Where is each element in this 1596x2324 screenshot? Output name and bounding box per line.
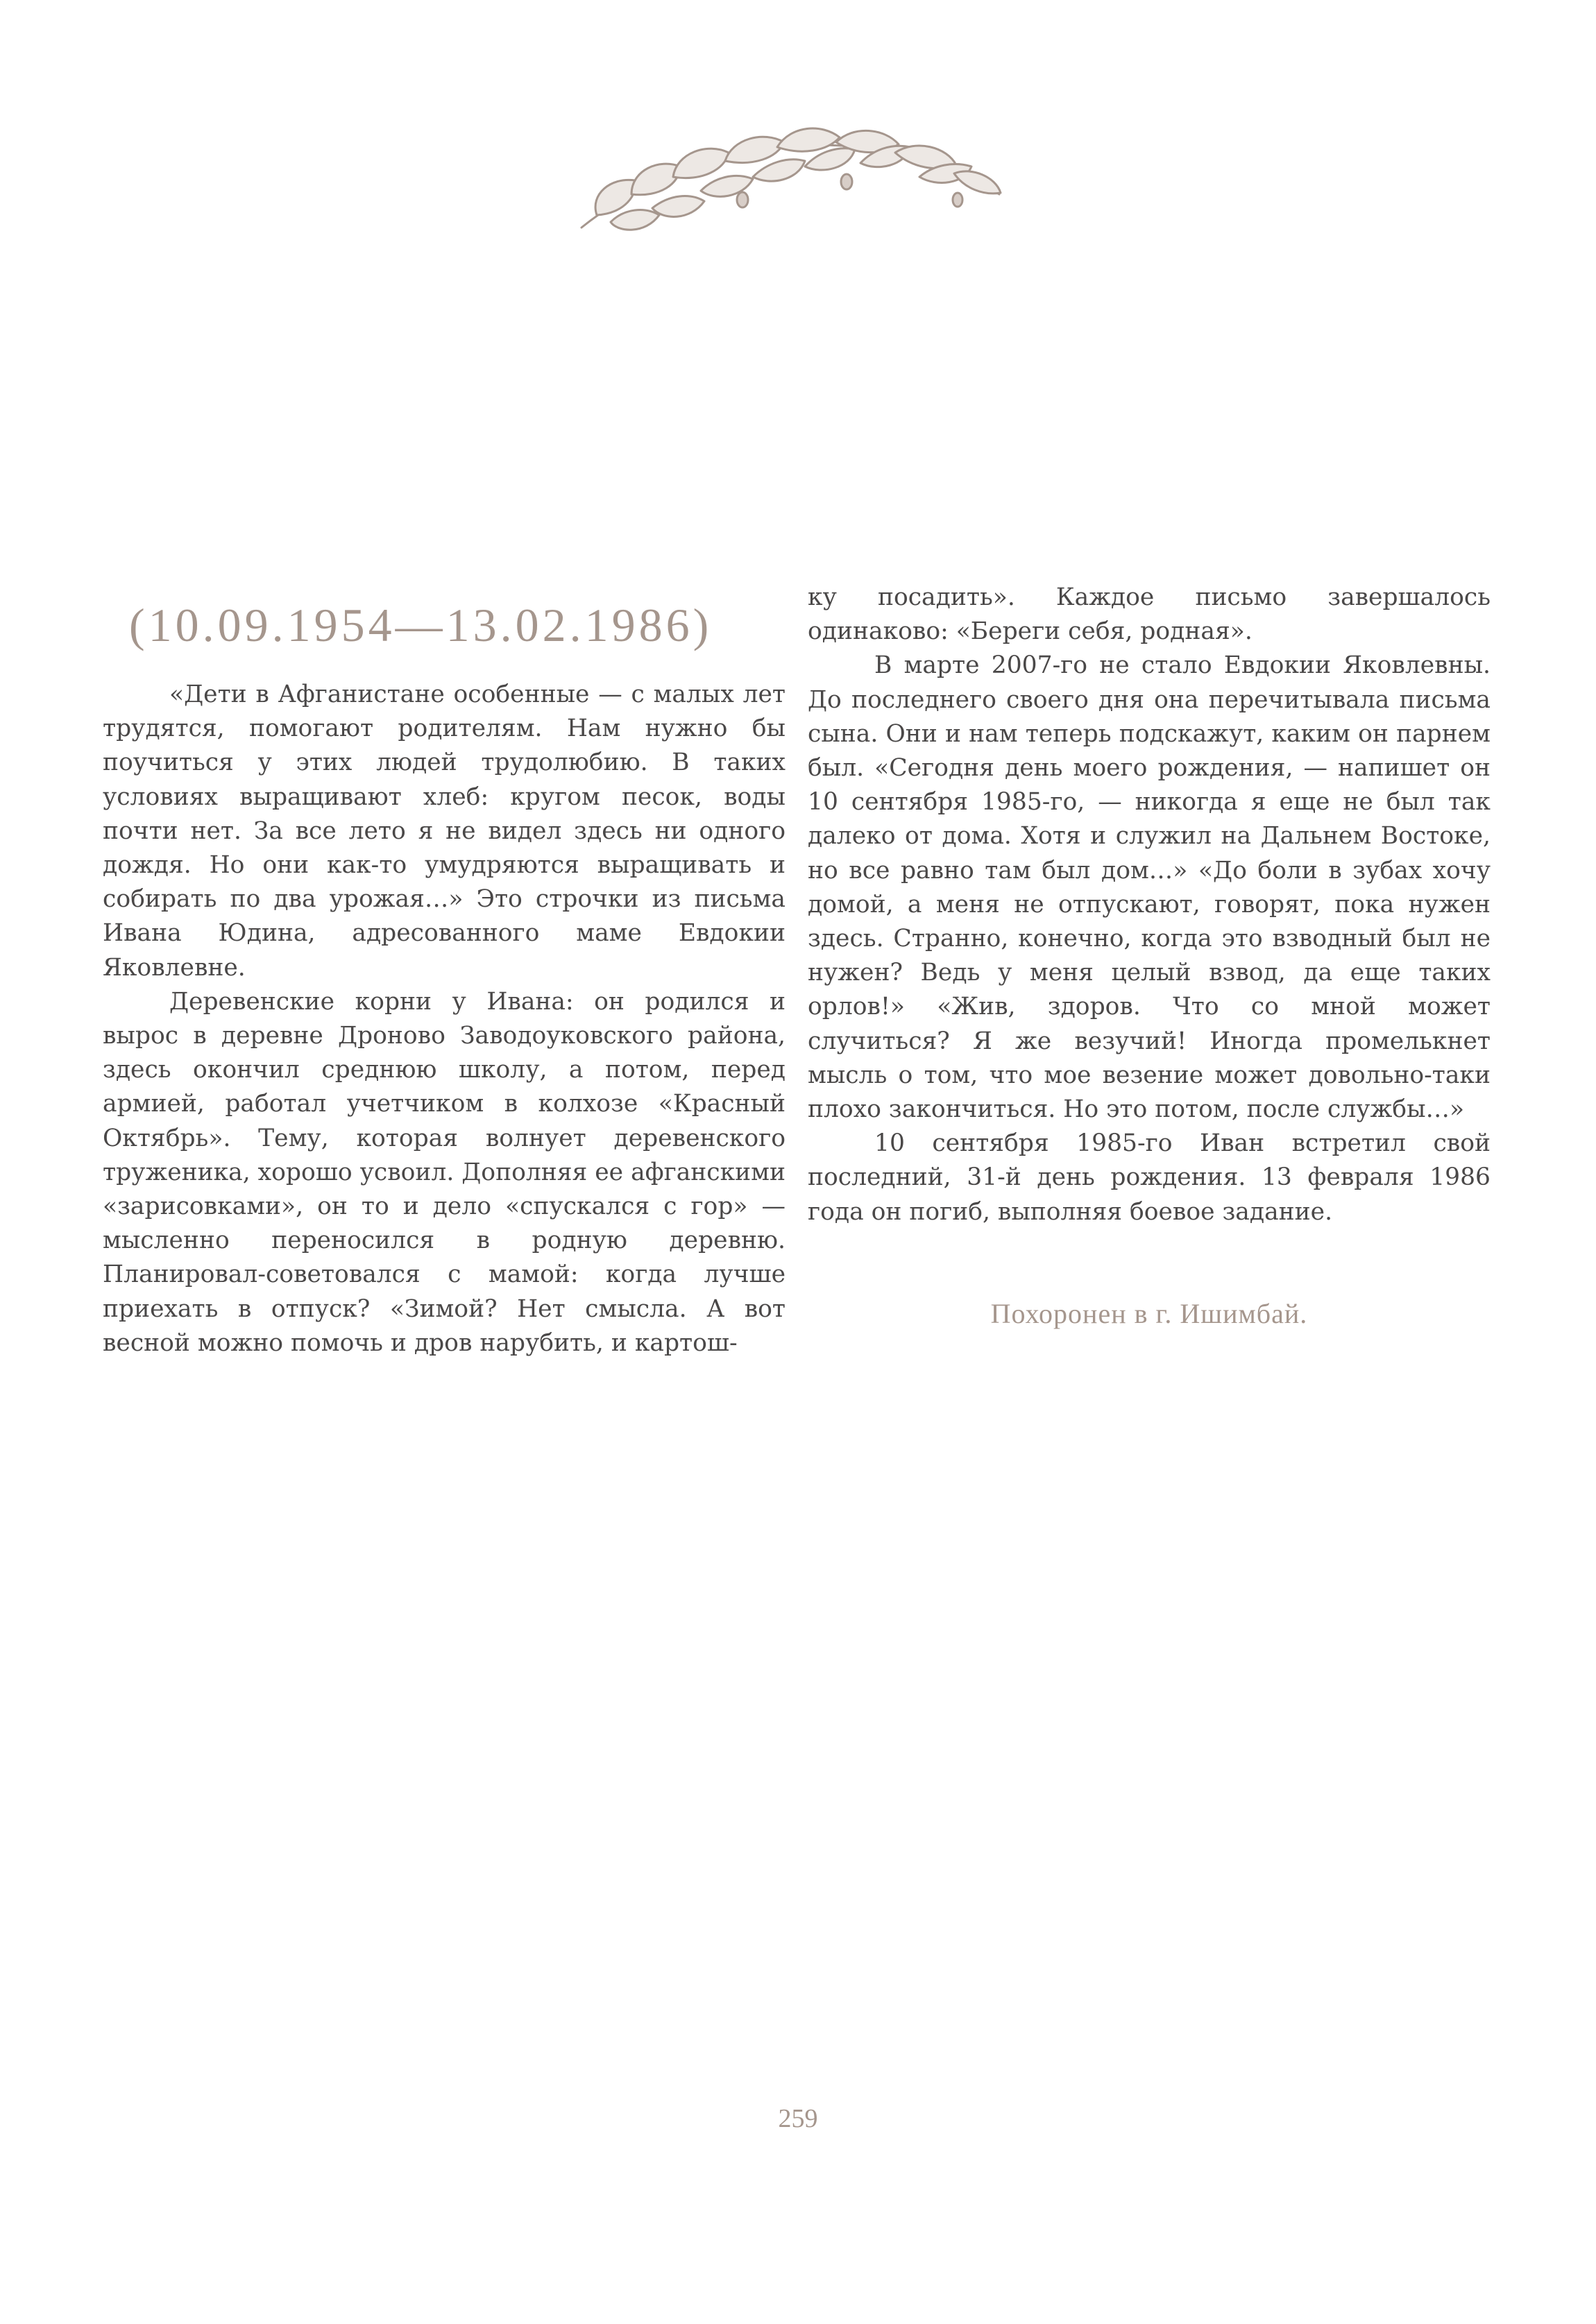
paragraph: 10 сентября 1985-го Иван встретил свой последний, 31-й день рождения. 13 февраля 1986 года он погиб, выполняя боевое задание. — [808, 1129, 1491, 1226]
page-number: 259 — [778, 2104, 818, 2133]
life-dates-heading: (10.09.1954—13.02.1986) — [129, 599, 713, 651]
paragraph: В марте 2007-го не стало Евдокии Яковлевны. До последнего своего дня она перечитывала письма сына. Они и нам теперь подскажут, каким он парнем был. «Сегодня день моего рождения, — напишет он 10 сентября 1985-го, — никогда я еще не был так далеко от дома. Хотя и служил на Дальнем Востоке, но все равно там был дом…» «До боли в зубах хочу домой, а меня не отпускают, говорят, пока нужен здесь. Странно, конечно, когда это взводный был не нужен? Ведь у меня целый взвод, да еще таких орлов!» «Жив, здоров. Что со мной может случиться? Я же везучий! Иногда промелькнет мысль о том, что мое везение может довольно-таки плохо закончиться. Но это потом, после службы…» — [808, 651, 1491, 1124]
burial-place: Похоронен в г. Ишимбай. — [990, 1298, 1308, 1329]
oak-leaf-branch-icon — [569, 111, 1013, 236]
left-text-column — [103, 678, 786, 1360]
paragraph: Деревенские корни у Ивана: он родился и вырос в деревне Дроново Заводоуковского района, здесь окончил среднюю школу, а потом, перед армией, работал учетчиком в колхозе «Красный Октябрь». Тему, которая волнует деревенского труженика, хорошо усвоил. Дополняя ее афганскими «зарисовками», он то и дело «спускался с гор» — мысленно переносился в родную деревню. Планировал-советовался с мамой: когда лучше приехать в отпуск? «Зимой? Нет смысла. А вот весной можно помочь и дров нарубить, и картош- — [103, 987, 786, 1357]
paragraph-continuation: ку посадить». Каждое письмо завершалось одинаково: «Береги себя, родная». — [808, 583, 1491, 646]
paragraph: «Дети в Афганистане особенные — с малых лет трудятся, помогают родителям. Нам нужно бы поучиться у этих людей трудолюбию. В таких условиях выращивают хлеб: кругом песок, воды почти нет. За все лето я не видел здесь ни одного дождя. Но они как-то умудряются выращивать и собирать по два урожая…» Это строчки из письма Ивана Юдина, адресованного маме Евдокии Яковлевне. — [103, 681, 786, 982]
right-text-column — [808, 581, 1491, 1229]
